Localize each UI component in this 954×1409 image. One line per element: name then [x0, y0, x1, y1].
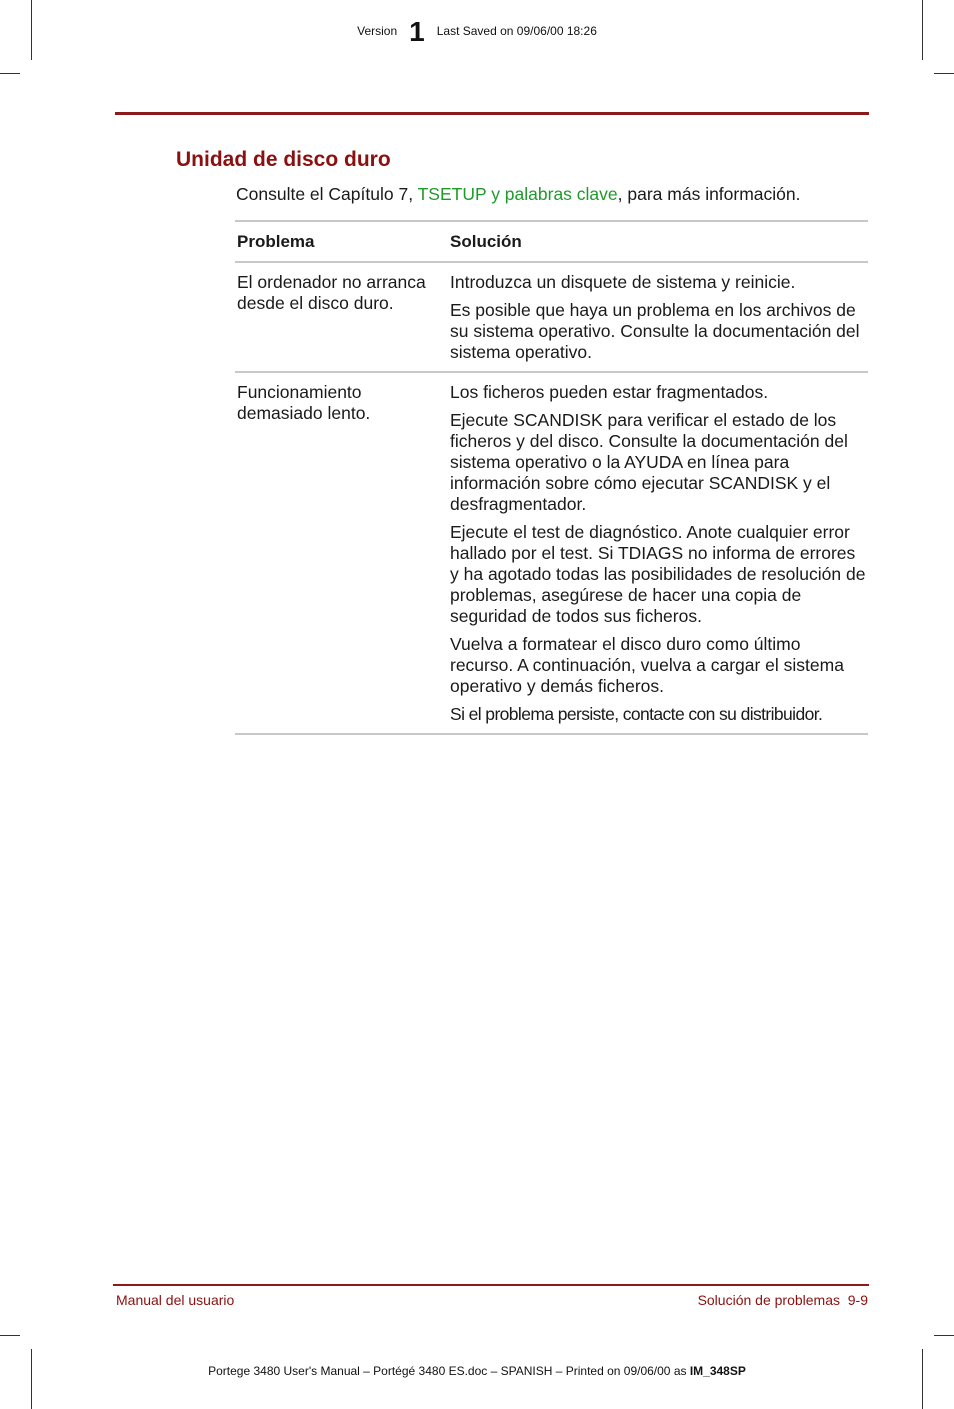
solution-paragraph: Ejecute SCANDISK para verificar el estado de los ficheros y del disco. Consulte la documentación del sistema operativo o la AYUDA en línea para información sobre cómo ejecutar SCANDISK y el desfragmentador.: [450, 410, 848, 514]
section-title: Unidad de disco duro: [176, 148, 391, 171]
crop-mark: [31, 1349, 32, 1409]
table-header-row: [235, 221, 868, 262]
intro-suffix: , para más información.: [617, 184, 801, 204]
solution-paragraph: Ejecute el test de diagnóstico. Anote cualquier error hallado por el test. Si TDIAGS no informa de errores y ha agotado todas las posibilidades de resolución de problemas, asegúrese de hacer una copia de seguridad de todos sus ficheros.: [450, 522, 866, 626]
intro-prefix: Consulte el Capítulo 7,: [236, 184, 418, 204]
last-saved: Last Saved on 09/06/00 18:26: [436, 24, 597, 38]
solution-paragraph: Vuelva a formatear el disco duro como último recurso. A continuación, vuelva a cargar el sistema operativo y demás ficheros.: [450, 634, 844, 696]
version-label: Version: [357, 24, 398, 38]
solution-paragraph: Si el problema persiste, contacte con su distribuidor.: [450, 704, 823, 724]
crop-mark: [0, 1335, 20, 1336]
crop-mark: [0, 73, 20, 74]
crop-mark: [934, 73, 954, 74]
crop-mark: [922, 1349, 923, 1409]
table-row: [235, 372, 868, 734]
solution-cell: [448, 372, 868, 734]
footer-manual-title: Manual del usuario: [116, 1292, 235, 1308]
footer-page-number: Solución de problemas 9-9: [697, 1292, 868, 1308]
print-info-code: IM_348SP: [689, 1364, 746, 1378]
solution-cell: [448, 262, 868, 372]
solution-paragraph: Los ficheros pueden estar fragmentados.: [450, 382, 769, 402]
troubleshooting-table: [235, 220, 868, 735]
print-info: [0, 1364, 954, 1378]
solution-paragraph: Introduzca un disquete de sistema y reinicie.: [450, 272, 796, 292]
version-header: [0, 16, 954, 48]
header-solution: Solución: [448, 221, 868, 262]
problem-cell: El ordenador no arranca desde el disco duro.: [235, 262, 448, 372]
crop-mark: [934, 1335, 954, 1336]
solution-paragraph: Es posible que haya un problema en los archivos de su sistema operativo. Consulte la documentación del sistema operativo.: [450, 300, 860, 362]
intro-paragraph: [236, 184, 801, 205]
problem-cell: Funcionamiento demasiado lento.: [235, 372, 448, 734]
version-number: 1: [409, 16, 425, 47]
print-info-text: Portege 3480 User's Manual – Portégé 3480 ES.doc – SPANISH – Printed on 09/06/00 as: [208, 1364, 690, 1378]
bottom-rule: [113, 1284, 869, 1286]
table-row: [235, 262, 868, 372]
header-problem: Problema: [235, 221, 448, 262]
top-rule: [115, 112, 869, 115]
cross-reference-link[interactable]: TSETUP y palabras clave: [417, 184, 618, 204]
